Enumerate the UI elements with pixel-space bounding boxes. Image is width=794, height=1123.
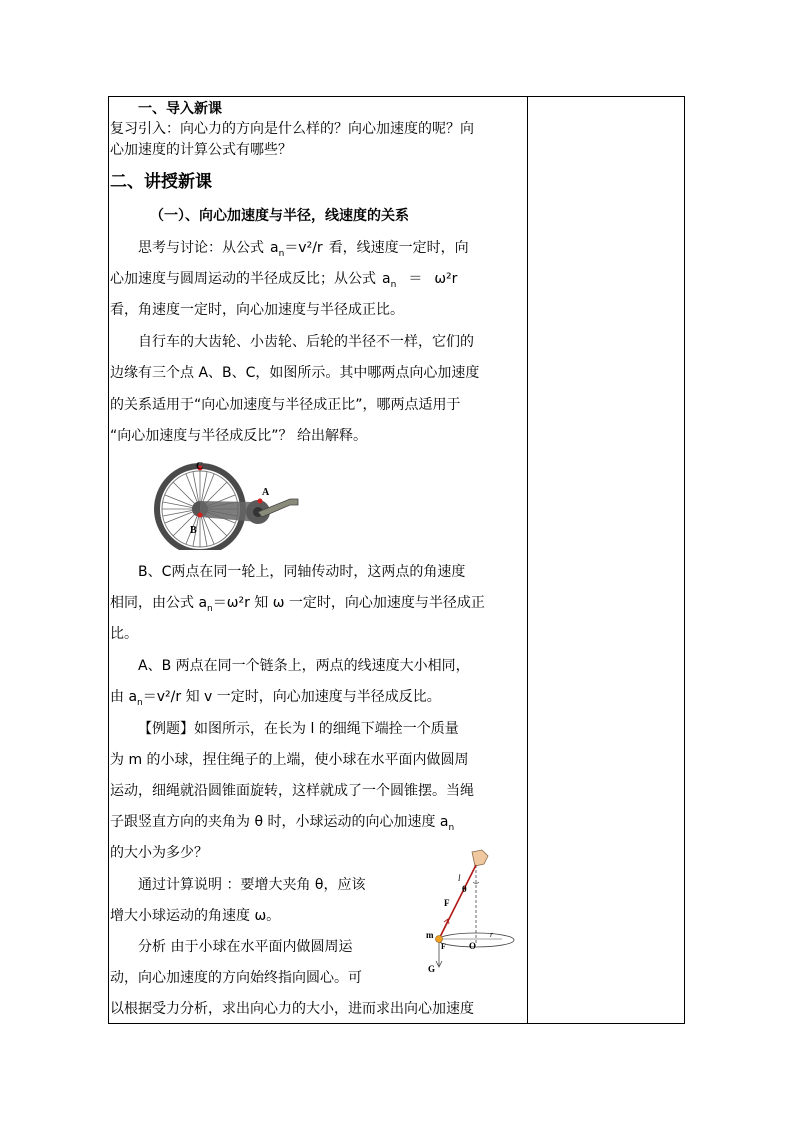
bc-text: ＝ω²r 知 ω 一定时，向心加速度与半径成正: [212, 595, 485, 611]
formula-sub: n: [137, 697, 143, 708]
analysis-line-3: 以根据受力分析，求出向心力的大小，进而求出向心加速度: [110, 1001, 474, 1017]
think-text: 看，线速度一定时，向: [328, 240, 469, 256]
analysis-line-1: 分析 由于小球在水平面内做圆周运: [138, 939, 353, 955]
bike-label-a: A: [262, 487, 270, 498]
formula-eq: ＝: [408, 271, 423, 287]
pendulum-label-r: r: [490, 930, 494, 939]
calc-line-2: 增大小球运动的角速度 ω。: [110, 908, 281, 924]
bike-label-b: B: [190, 525, 197, 536]
example-text: 子跟竖直方向的夹角为 θ 时，小球运动的向心加速度 a: [110, 814, 449, 830]
formula-sub: n: [390, 279, 397, 290]
conical-pendulum-figure: [420, 848, 515, 976]
ab-text: ＝v²/r 知 v 一定时，向心加速度与半径成反比。: [142, 689, 441, 705]
bicycle-figure: [150, 455, 310, 550]
bc-line-1: B、C两点在同一轮上，同轴传动时，这两点的角速度: [138, 564, 466, 580]
column-divider: [527, 96, 528, 1024]
example-line-5: 的大小为多少？: [110, 845, 208, 861]
pendulum-label-l: l: [458, 873, 461, 883]
bc-line-3: 比。: [110, 626, 138, 642]
formula-a: a: [270, 240, 279, 256]
formula-a: a: [382, 271, 391, 287]
example-line-2: 为 m 的小球，捏住绳子的上端，使小球在水平面内做圆周: [110, 752, 469, 768]
bike-line-3: 的关系适用于“向心加速度与半径成正比”，哪两点适用于: [110, 397, 461, 413]
bike-line-4: “向心加速度与半径成反比”？ 给出解释。: [110, 428, 367, 444]
review-line-2: 心加速度的计算公式有哪些？: [110, 142, 292, 158]
formula-rest: ω²r: [434, 271, 458, 287]
bike-line-1: 自行车的大齿轮、小齿轮、后轮的半径不一样，它们的: [138, 334, 474, 350]
example-line-1: 【例题】如图所示，在长为 l 的细绳下端拴一个质量: [138, 721, 459, 737]
ab-line-2: [110, 686, 526, 708]
pendulum-label-f: F: [444, 898, 450, 908]
pendulum-label-fn: F: [441, 942, 446, 951]
review-line-1: 复习引入：向心力的方向是什么样的？向心加速度的呢？向: [110, 121, 474, 137]
bike-label-c: C: [196, 461, 204, 472]
ab-text: 由 a: [110, 689, 138, 705]
pendulum-label-theta: θ: [462, 884, 467, 894]
pendulum-label-o: O: [469, 941, 477, 951]
example-line-3: 运动，细绳就沿圆锥面旋转，这样就成了一个圆锥摆。当绳: [110, 783, 474, 799]
formula-sub: n: [207, 603, 213, 614]
calc-line-1: 通过计算说明 ：要增大夹角 θ，应该: [138, 877, 366, 893]
subsection-1-heading: （一）、向心加速度与半径，线速度的关系: [150, 208, 409, 224]
think-text: 心加速度与圆周运动的半径成反比；从公式: [110, 271, 376, 287]
think-text: 思考与讨论：从公式: [138, 240, 264, 256]
think-line-2: [110, 268, 526, 290]
section-1-heading: 一、导入新课: [138, 101, 222, 117]
bc-line-2: [110, 592, 526, 614]
ab-line-1: A、B 两点在同一个链条上，两点的线速度大小相同，: [138, 658, 470, 674]
think-line-3: 看，角速度一定时，向心加速度与半径成正比。: [110, 302, 404, 318]
formula-rest: ＝v²/r: [284, 240, 323, 256]
formula-sub: n: [448, 822, 455, 833]
analysis-line-2: 动，向心加速度的方向始终指向圆心。可: [110, 970, 362, 986]
pendulum-label-m: m: [426, 930, 434, 940]
bike-line-2: 边缘有三个点 A、B、C，如图所示。其中哪两点向心加速度: [110, 365, 480, 381]
example-line-4: [110, 811, 526, 833]
formula-sub: n: [278, 248, 285, 259]
think-line-1: [110, 237, 526, 259]
section-2-heading: 二、讲授新课: [110, 172, 212, 192]
pendulum-label-g: G: [428, 964, 436, 974]
bc-text: 相同，由公式 a: [110, 595, 208, 611]
